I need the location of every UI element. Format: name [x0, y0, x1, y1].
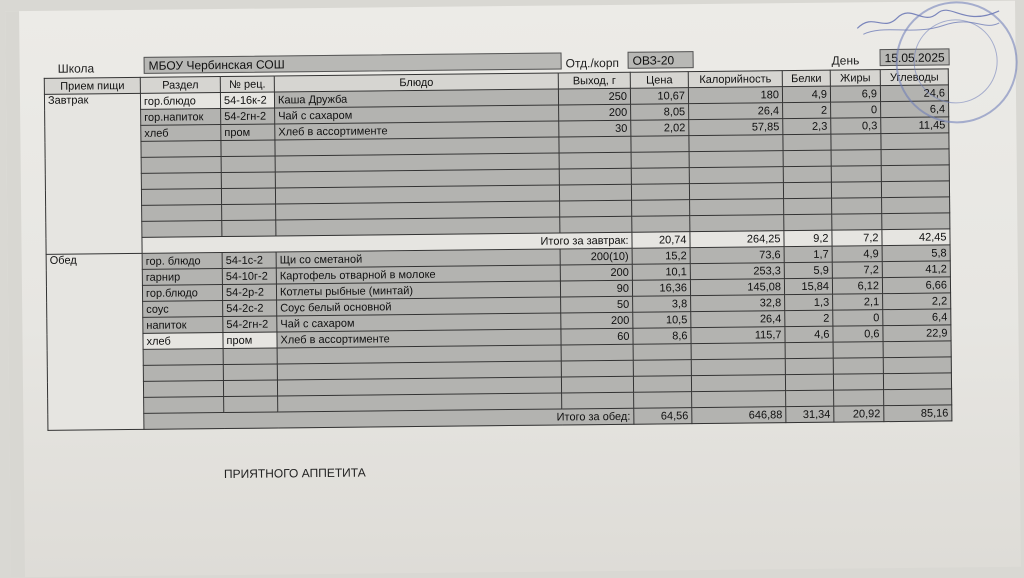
day-label: День	[831, 53, 860, 68]
cell-section: соус	[143, 301, 223, 318]
day-value: 15.05.2025	[880, 48, 950, 66]
cell-kcal: 180	[688, 87, 782, 104]
total-carbs: 42,45	[882, 229, 950, 246]
dept-value: ОВЗ-20	[628, 51, 694, 69]
total-protein: 9,2	[784, 230, 832, 247]
cell-kcal: 145,08	[690, 279, 784, 296]
cell-fat: 0,6	[833, 326, 883, 343]
col-header: № рец.	[220, 76, 274, 93]
cell-kcal: 253,3	[690, 263, 784, 280]
cell-recipe: 54-2р-2	[222, 284, 276, 301]
cell-kcal: 73,6	[690, 247, 784, 264]
cell-kcal: 115,7	[691, 327, 785, 344]
cell-yield: 200	[560, 264, 632, 281]
cell-carbs: 22,9	[883, 325, 951, 342]
cell-dish: Картофель отварной в молоке	[276, 265, 560, 284]
cell-fat: 6,9	[830, 86, 880, 103]
cell-recipe: 54-2с-2	[223, 300, 277, 317]
cell-yield: 200	[561, 312, 633, 329]
total-price: 64,56	[634, 408, 692, 425]
cell-yield: 60	[561, 328, 633, 345]
cell-fat: 0	[831, 102, 881, 119]
total-fat: 7,2	[832, 230, 882, 247]
cell-carbs: 6,66	[882, 277, 950, 294]
cell-carbs: 6,4	[883, 309, 951, 326]
cell-price: 10,1	[632, 264, 690, 281]
meal-breakfast: Завтрак	[44, 93, 142, 254]
cell-price: 15,2	[632, 248, 690, 265]
col-header: Цена	[630, 72, 688, 89]
cell-carbs: 11,45	[881, 117, 949, 134]
cell-carbs: 5,8	[882, 245, 950, 262]
cell-protein: 1,7	[784, 246, 832, 263]
school-value: МБОУ Чербинская СОШ	[144, 52, 562, 73]
cell-yield: 30	[559, 120, 631, 137]
cell-section: хлеб	[143, 333, 223, 350]
stamp-icon	[895, 1, 1018, 124]
cell-fat: 2,1	[833, 294, 883, 311]
cell-yield: 50	[561, 296, 633, 313]
cell-dish: Чай с сахаром	[277, 313, 561, 332]
cell-recipe: 54-10г-2	[222, 268, 276, 285]
cell-carbs: 2,2	[883, 293, 951, 310]
cell-yield: 200(10)	[560, 248, 632, 265]
col-header: Выход, г	[558, 72, 630, 89]
cell-carbs: 41,2	[882, 261, 950, 278]
total-label: Итого за обед:	[144, 408, 634, 429]
cell-price: 16,36	[632, 280, 690, 297]
cell-section: гарнир	[142, 269, 222, 286]
total-kcal: 646,88	[692, 407, 786, 424]
col-header: Жиры	[830, 70, 880, 87]
cell-protein: 5,9	[784, 262, 832, 279]
cell-price: 8,6	[633, 328, 691, 345]
cell-dish: Каша Дружба	[274, 89, 558, 108]
cell-protein: 2	[785, 310, 833, 327]
cell-price: 8,05	[631, 104, 689, 121]
cell-fat: 4,9	[832, 246, 882, 263]
total-fat: 20,92	[834, 406, 884, 423]
cell-section: гор.напиток	[141, 109, 221, 126]
cell-dish: Щи со сметаной	[276, 249, 560, 268]
cell-fat: 0,3	[831, 118, 881, 135]
cell-price: 3,8	[633, 296, 691, 313]
cell-yield: 250	[558, 88, 630, 105]
cell-kcal: 32,8	[691, 295, 785, 312]
total-label: Итого за завтрак:	[142, 232, 632, 253]
cell-kcal: 26,4	[691, 311, 785, 328]
menu-table	[44, 68, 953, 430]
cell-fat: 6,12	[832, 278, 882, 295]
cell-kcal: 57,85	[689, 119, 783, 136]
cell-recipe: 54-2гн-2	[221, 108, 275, 125]
cell-fat: 7,2	[832, 262, 882, 279]
menu-document	[5, 1, 1021, 578]
cell-recipe: 54-1с-2	[222, 252, 276, 269]
cell-recipe: 54-2гн-2	[223, 316, 277, 333]
cell-protein: 4,6	[785, 326, 833, 343]
total-protein: 31,34	[786, 406, 834, 423]
col-header: Блюдо	[274, 73, 558, 92]
cell-fat: 0	[833, 310, 883, 327]
cell-price: 2,02	[631, 120, 689, 137]
total-price: 20,74	[632, 232, 690, 249]
total-carbs: 85,16	[884, 405, 952, 422]
cell-protein: 15,84	[784, 278, 832, 295]
cell-dish: Хлеб в ассортименте	[277, 329, 561, 348]
cell-dish: Чай с сахаром	[275, 105, 559, 124]
cell-price: 10,67	[630, 88, 688, 105]
cell-protein: 2,3	[783, 118, 831, 135]
cell-section: хлеб	[141, 125, 221, 142]
cell-recipe: пром	[221, 124, 275, 141]
cell-carbs: 24,6	[880, 85, 948, 102]
dept-label: Отд./корп	[565, 55, 620, 71]
cell-yield: 200	[559, 104, 631, 121]
cell-section: гор.блюдо	[142, 285, 222, 302]
footer-text: ПРИЯТНОГО АППЕТИТА	[223, 465, 366, 482]
total-kcal: 264,25	[690, 231, 784, 248]
page-edge	[5, 11, 25, 577]
cell-carbs: 6,4	[881, 101, 949, 118]
cell-section: напиток	[143, 317, 223, 334]
cell-price: 10,5	[633, 312, 691, 329]
col-header: Раздел	[140, 77, 220, 94]
cell-protein: 4,9	[782, 86, 830, 103]
cell-protein: 2	[783, 102, 831, 119]
cell-dish: Соус белый основной	[277, 297, 561, 316]
col-header: Белки	[782, 70, 830, 87]
col-header: Прием пищи	[44, 77, 140, 94]
cell-section: гор.блюдо	[140, 93, 220, 110]
school-label: Школа	[57, 61, 95, 76]
meal-lunch: Обед	[46, 253, 144, 430]
cell-dish: Хлеб в ассортименте	[275, 121, 559, 140]
cell-recipe: пром	[223, 332, 277, 349]
cell-protein: 1,3	[785, 294, 833, 311]
col-header: Углеводы	[880, 69, 948, 86]
cell-yield: 90	[560, 280, 632, 297]
col-header: Калорийность	[688, 71, 782, 88]
cell-kcal: 26,4	[689, 103, 783, 120]
cell-section: гор. блюдо	[142, 253, 222, 270]
cell-recipe: 54-16к-2	[220, 92, 274, 109]
cell-dish: Котлеты рыбные (минтай)	[276, 281, 560, 300]
